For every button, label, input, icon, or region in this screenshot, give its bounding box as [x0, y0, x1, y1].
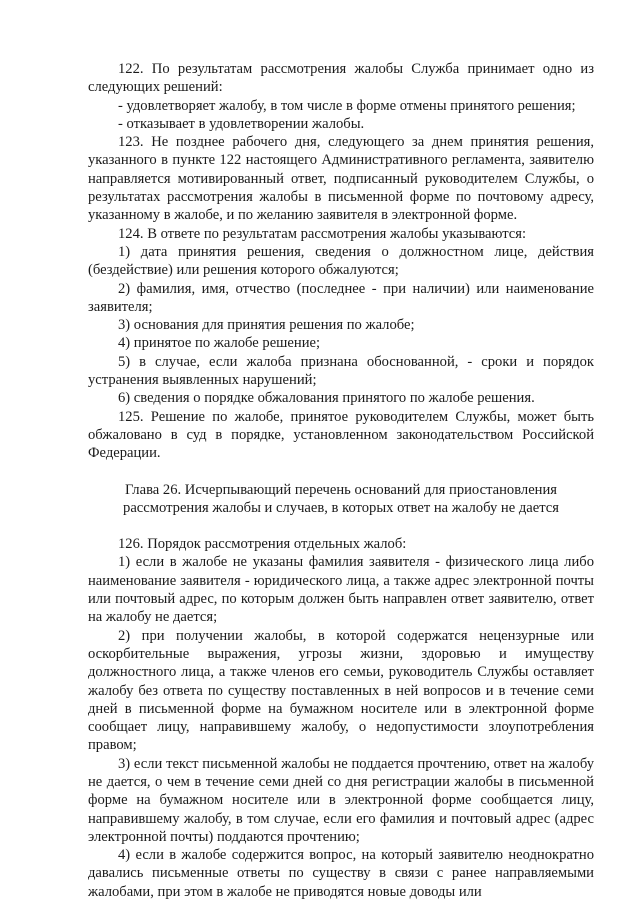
list-item-3: 3) основания для принятия решения по жалобе; — [118, 317, 415, 334]
list-item-2: 2) фамилия, имя, отчество (последнее - при наличии) или наименование заявителя; — [88, 280, 594, 315]
paragraph-125: 125. Решение по жалобе, принятое руководителем Службы, может быть обжаловано в суд в порядке, установленном законодательством Российской Федерации. — [88, 408, 594, 462]
list-item-refuse: - отказывает в удовлетворении жалобы. — [118, 115, 365, 132]
chapter-heading-line-1: Глава 26. Исчерпывающий перечень оснований для приостановления — [124, 481, 558, 498]
list-item-1: 1) дата принятия решения, сведения о должностном лице, действия (бездействие) или решения которого обжалуются; — [88, 243, 594, 279]
list-item-4: 4) принятое по жалобе решение; — [118, 335, 321, 352]
list-item-satisfy: - удовлетворяет жалобу, в том числе в форме отмены принятого решения; — [118, 97, 576, 114]
case-item-4: 4) если в жалобе содержится вопрос, на который заявителю неоднократно давались письменные ответы по существу в связи с ранее направляемыми жалобами, при этом в жалобе не приводятся новые доводы или — [88, 847, 594, 900]
paragraph-122: 122. По результатам рассмотрения жалобы Служба принимает одно из следующих решений: — [88, 61, 594, 96]
case-item-1: 1) если в жалобе не указаны фамилия заявителя - физического лица либо наименование заявителя - юридического лица, а также адрес электронной почты или почтовый адрес, по которым должен быть направлен ответ заявителю, ответ на жалобу не дается; — [88, 554, 594, 626]
paragraph-123: 123. Не позднее рабочего дня, следующего за днем принятия решения, указанного в пункте 122 настоящего Административного регламента, заявителю направляется мотивированный ответ, подписанный руководителем Службы, о результатах рассмотрения жалобы в письменной форме по почтовому адресу, указанному в жалобе, и по желанию заявителя в электронной форме. — [88, 134, 594, 224]
paragraph-124: 124. В ответе по результатам рассмотрения жалобы указываются: — [118, 225, 527, 242]
case-item-3: 3) если текст письменной жалобы не поддается прочтению, ответ на жалобу не дается, о чем в течение семи дней со дня регистрации жалобы в письменной форме на бумажном носителе или в электронной форме сообщается лицу, направившему жалобу, в том случае, если его фамилия и почтовый адрес (адрес электронной почты) поддаются прочтению; — [88, 755, 594, 845]
document-page — [88, 60, 594, 901]
paragraph-126: 126. Порядок рассмотрения отдельных жалоб: — [118, 536, 407, 553]
list-item-5: 5) в случае, если жалоба признана обоснованной, - сроки и порядок устранения выявленных нарушений; — [88, 353, 594, 389]
list-item-6: 6) сведения о порядке обжалования принятого по жалобе решения. — [118, 390, 535, 407]
chapter-heading-line-2: рассмотрения жалобы и случаев, в которых ответ на жалобу не дается — [123, 499, 559, 516]
chapter-heading — [88, 481, 594, 518]
case-item-2: 2) при получении жалобы, в которой содержатся нецензурные или оскорбительные выражения, угрозы жизни, здоровью и имуществу должностного лица, а также членов его семьи, руководитель Службы оставляет жалобу без ответа по существу поставленных в ней вопросов и в течение семи дней в письменной форме на бумажном носителе или в электронной форме сообщает лицу, направившему жалобу, о недопустимости злоупотребления правом; — [88, 627, 594, 754]
